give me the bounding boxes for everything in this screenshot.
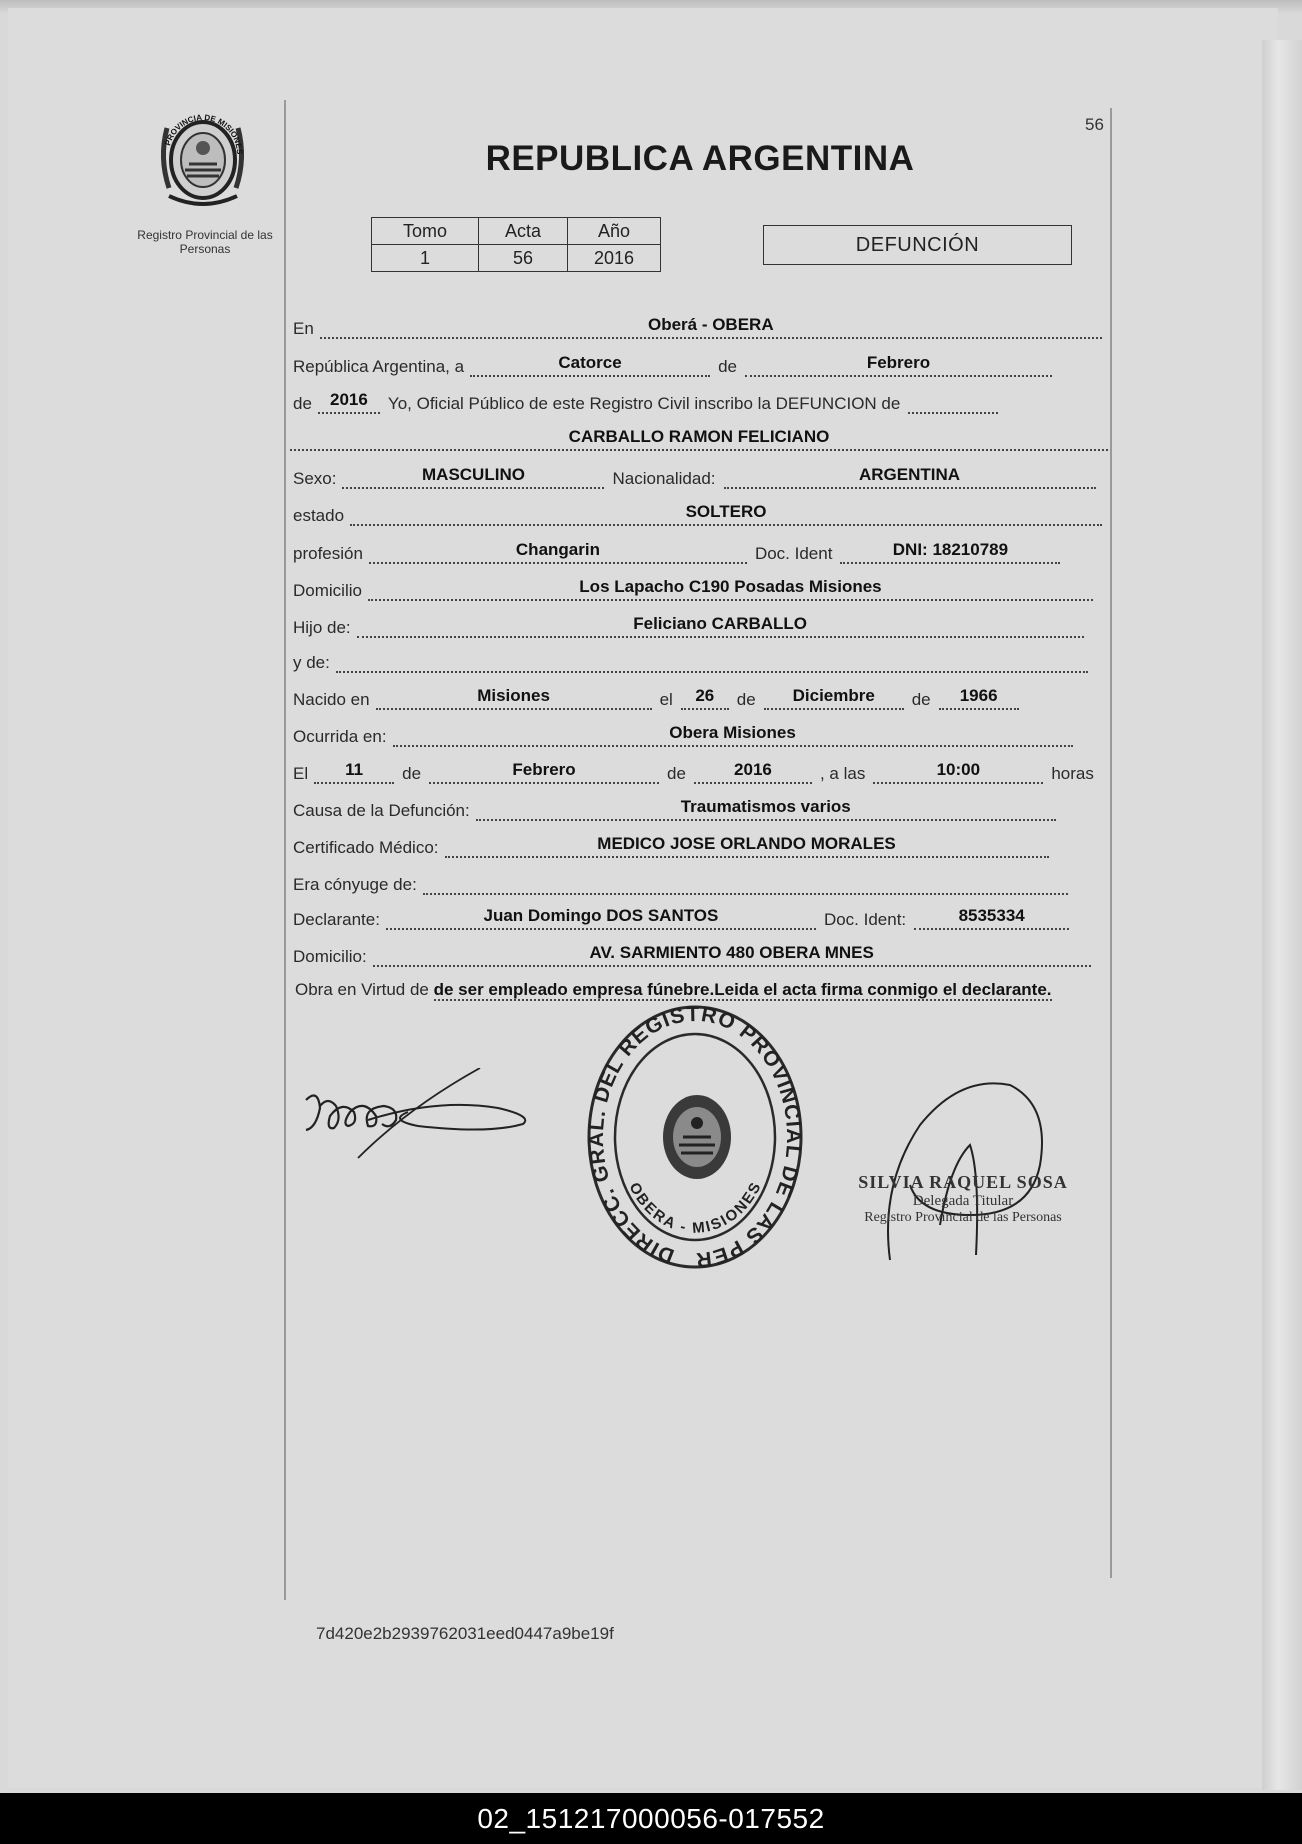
de-label-4: de (911, 690, 931, 709)
decl-domicilio-field: AV. SARMIENTO 480 OBERA MNES (373, 941, 1091, 967)
def-hora-field: 10:00 (873, 758, 1043, 784)
obra-en-virtud-paragraph (295, 975, 1103, 1004)
row-lugar (293, 313, 1102, 339)
row-padre (293, 612, 1084, 638)
row-ocurrida (293, 721, 1073, 747)
decl-domicilio-label: Domicilio: (293, 947, 367, 966)
def-dia-field: 11 (314, 758, 394, 784)
ocurrida-label: Ocurrida en: (293, 727, 387, 746)
officer-organization: Registro Provincial de las Personas (864, 1210, 1062, 1225)
row-declarante (293, 904, 1069, 930)
madre-field (336, 647, 1088, 673)
tomo-header: Tomo (372, 218, 479, 245)
right-margin-line (1110, 108, 1112, 1578)
def-mes-field: Febrero (429, 758, 659, 784)
de-label-6: de (667, 764, 686, 783)
officer-signature (880, 1065, 1060, 1270)
page-number: 56 (1085, 115, 1104, 134)
anio-value: 2016 (568, 245, 661, 272)
nacido-label: Nacido en (293, 690, 370, 709)
de-label-2: de (293, 394, 312, 413)
domicilio-label: Domicilio (293, 581, 362, 600)
row-causa (293, 795, 1056, 821)
official-stamp (585, 1005, 805, 1278)
doc-field: DNI: 18210789 (840, 538, 1060, 564)
row-domicilio (293, 575, 1093, 601)
officer-role: Delegada Titular (912, 1193, 1014, 1209)
tomo-value: 1 (372, 245, 479, 272)
nacionalidad-label: Nacionalidad: (612, 469, 716, 488)
stamp-inner-text: OBERA - MISIONES (625, 1178, 766, 1238)
certificate-page (8, 8, 1278, 1788)
nac-mes-field: Diciembre (764, 684, 904, 710)
a-las-label: , a las (819, 764, 866, 783)
certificado-field: MEDICO JOSE ORLANDO MORALES (445, 832, 1049, 858)
anio-field: 2016 (318, 388, 380, 414)
declarante-label: Declarante: (293, 910, 380, 929)
record-type-box: DEFUNCIÓN (763, 225, 1072, 265)
de-label-5: de (402, 764, 422, 783)
y-de-label: y de: (293, 653, 330, 672)
dia-letras-field: Catorce (470, 351, 710, 377)
officer-block (843, 1172, 1083, 1226)
seal-text: PROVINCIA DE MISIONES (163, 112, 245, 155)
republica-label: República Argentina, a (293, 357, 465, 376)
def-anio-field: 2016 (694, 758, 812, 784)
fallecido-field: CARBALLO RAMON FELICIANO (290, 425, 1108, 451)
registry-caption: Registro Provincial de las Personas (137, 228, 273, 256)
estado-field: SOLTERO (350, 500, 1102, 526)
stamp-ring-text: DIRECC. GRAL. DEL REGISTRO PROVINCIAL DE LAS PER (585, 1005, 805, 1272)
conyuge-label: Era cónyuge de: (293, 875, 417, 894)
row-madre (293, 647, 1088, 673)
profesion-field: Changarin (369, 538, 747, 564)
sexo-label: Sexo: (293, 469, 337, 488)
row-fecha (293, 351, 1052, 377)
row-sexo (293, 463, 1096, 489)
oficial-blank (908, 388, 998, 414)
officer-name: SILVIA RAQUEL SOSA (858, 1172, 1068, 1192)
doc-label: Doc. Ident (754, 544, 833, 563)
decl-doc-field: 8535334 (914, 904, 1069, 930)
estado-label: estado (293, 506, 345, 525)
scan-id: 02_151217000056-017552 (477, 1802, 825, 1834)
ocurrida-field: Obera Misiones (393, 721, 1073, 747)
sexo-field: MASCULINO (342, 463, 604, 489)
lugar-field: Oberá - OBERA (320, 313, 1102, 339)
row-oficial (293, 388, 998, 414)
oficial-text: Yo, Oficial Público de este Registro Civil inscribo la DEFUNCION de (387, 394, 901, 413)
register-header-row (372, 218, 661, 245)
nac-dia-field: 26 (681, 684, 729, 710)
el-label-2: El (293, 764, 309, 783)
row-fallecido (290, 425, 1108, 451)
de-label-1: de (718, 357, 737, 376)
register-table (371, 217, 661, 272)
horas-label: horas (1051, 764, 1094, 783)
row-estado (293, 500, 1102, 526)
provincial-seal-logo (155, 108, 250, 220)
country-title: REPUBLICA ARGENTINA (485, 139, 915, 178)
decl-doc-label: Doc. Ident: (823, 910, 907, 929)
page-edge-shadow (1262, 40, 1302, 1790)
nacido-en-field: Misiones (376, 684, 652, 710)
declarant-signature (298, 1068, 543, 1173)
causa-field: Traumatismos varios (476, 795, 1056, 821)
row-certificado (293, 832, 1049, 858)
domicilio-field: Los Lapacho C190 Posadas Misiones (368, 575, 1093, 601)
profesion-label: profesión (293, 544, 363, 563)
acta-value: 56 (479, 245, 568, 272)
row-nacimiento (293, 684, 1019, 710)
nac-anio-field: 1966 (939, 684, 1019, 710)
en-label: En (293, 319, 314, 338)
obra-label: Obra en Virtud de (295, 980, 429, 999)
svg-text:OBERA - MISIONES (625, 1178, 765, 1237)
register-value-row (372, 245, 661, 272)
row-defuncion-fecha (293, 758, 1102, 784)
row-conyuge (293, 869, 1068, 895)
stamp-emblem (663, 1095, 731, 1179)
anio-header: Año (568, 218, 661, 245)
de-label-3: de (736, 690, 756, 709)
certificado-label: Certificado Médico: (293, 838, 439, 857)
nacionalidad-field: ARGENTINA (724, 463, 1096, 489)
scan-id-bar (0, 1793, 1302, 1844)
left-margin-line (284, 100, 286, 1600)
document-hash: 7d420e2b2939762031eed0447a9be19f (316, 1624, 614, 1643)
el-label: el (659, 690, 673, 709)
obra-texto: de ser empleado empresa fúnebre.Leida el acta firma conmigo el declarante. (433, 980, 1052, 999)
acta-header: Acta (479, 218, 568, 245)
declarante-field: Juan Domingo DOS SANTOS (386, 904, 816, 930)
conyuge-field (423, 869, 1068, 895)
row-decl-domicilio (293, 941, 1091, 967)
padre-field: Feliciano CARBALLO (357, 612, 1084, 638)
mes-field: Febrero (745, 351, 1052, 377)
row-profesion (293, 538, 1060, 564)
hijo-label: Hijo de: (293, 618, 351, 637)
causa-label: Causa de la Defunción: (293, 801, 470, 820)
